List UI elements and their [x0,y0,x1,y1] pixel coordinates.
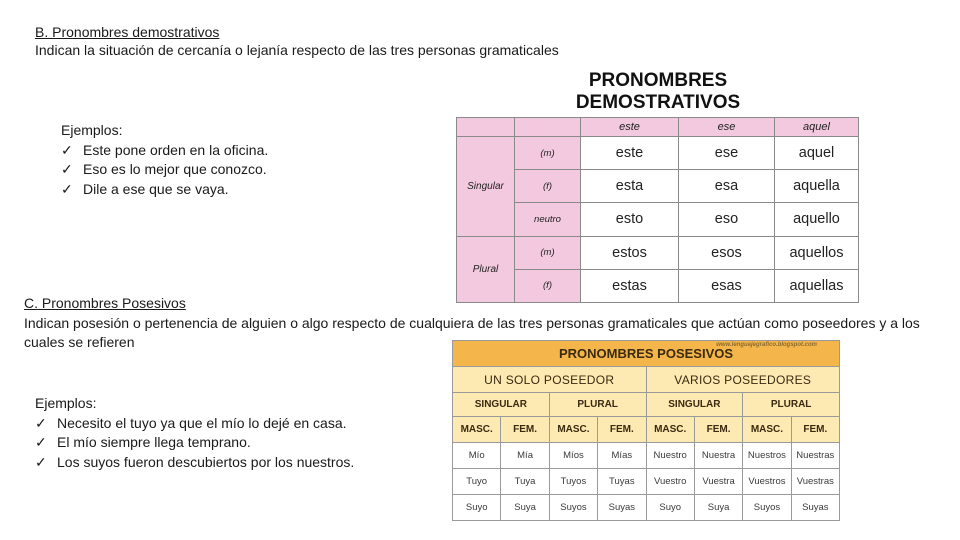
column-header: ese [679,118,775,137]
demostrativos-heading [460,70,856,114]
table-cell: Suyos [549,495,597,521]
example-item: ✓ Este pone orden en la oficina. [61,141,268,161]
table-cell: esos [679,236,775,269]
table-cell: Nuestras [791,443,839,469]
heading-line: PRONOMBRES [588,70,728,91]
heading-line: DEMOSTRATIVOS [575,92,741,113]
table-cell: Suyas [598,495,646,521]
table-cell: Suyo [646,495,694,521]
poseedor-header: VARIOS POSEEDORES [646,367,840,393]
poseedor-header: UN SOLO POSEEDOR [453,367,647,393]
example-item: ✓ Necesito el tuyo ya que el mío lo dejé en casa. [35,414,354,434]
gender-header: MASC. [549,417,597,443]
example-item: ✓ El mío siempre llega temprano. [35,433,354,453]
number-header: PLURAL [549,393,646,417]
example-item: ✓ Eso es lo mejor que conozco. [61,160,268,180]
number-header: PLURAL [743,393,840,417]
table-cell: Suyos [743,495,791,521]
section-c-title: C. Pronombres Posesivos [24,295,186,311]
check-icon: ✓ [35,434,47,450]
table-cell: aquel [775,137,859,170]
table-cell: aquellas [775,269,859,302]
table-cell: Tuyas [598,469,646,495]
posesivos-table-container [452,340,840,518]
number-header: SINGULAR [453,393,550,417]
table-cell: Mías [598,443,646,469]
table-cell: esta [581,170,679,203]
table-cell: Nuestro [646,443,694,469]
number-header: SINGULAR [646,393,743,417]
table-cell: Suyas [791,495,839,521]
section-b-title: B. Pronombres demostrativos [35,24,220,40]
gender-header: MASC. [646,417,694,443]
section-c-examples [35,394,354,472]
column-header: aquel [775,118,859,137]
table-cell: Mío [453,443,501,469]
check-icon: ✓ [61,180,73,197]
gender-label: (m) [515,236,581,269]
posesivos-table [452,340,840,521]
table-cell: estas [581,269,679,302]
posesivos-title-text: PRONOMBRES POSESIVOS [558,346,734,361]
table-cell: Tuya [501,469,549,495]
table-cell: esas [679,269,775,302]
check-icon: ✓ [35,453,47,470]
table-cell: esto [581,203,679,236]
section-b-examples [61,121,268,199]
demostrativos-table [456,117,859,303]
gender-header: FEM. [598,417,646,443]
gender-label: neutro [515,203,581,236]
gender-header: FEM. [501,417,549,443]
gender-label: (f) [515,170,581,203]
watermark: www.lenguajegrafico.blogspot.com [716,342,817,348]
table-cell: Nuestra [694,443,742,469]
corner-cell [457,118,515,137]
gender-header: FEM. [791,417,839,443]
table-cell: Vuestro [646,469,694,495]
example-item: ✓ Dile a ese que se vaya. [61,180,268,200]
table-cell: Vuestra [694,469,742,495]
examples-label: Ejemplos: [35,395,97,411]
table-cell: estos [581,236,679,269]
table-cell: Tuyos [549,469,597,495]
check-icon: ✓ [61,161,73,177]
table-cell: Suya [694,495,742,521]
column-header: este [581,118,679,137]
table-cell: Tuyo [453,469,501,495]
table-cell: Suya [501,495,549,521]
section-b-description: Indican la situación de cercanía o lejanía respecto de las tres personas gramaticales [35,42,559,58]
example-item: ✓ Los suyos fueron descubiertos por los nuestros. [35,453,354,473]
table-cell: Vuestros [743,469,791,495]
check-icon: ✓ [61,141,73,158]
table-cell: Suyo [453,495,501,521]
table-cell: Míos [549,443,597,469]
corner-cell [515,118,581,137]
group-label: Singular [457,137,515,237]
table-cell: Vuestras [791,469,839,495]
check-icon: ✓ [35,414,47,431]
gender-header: MASC. [453,417,501,443]
table-cell: aquellos [775,236,859,269]
table-cell: eso [679,203,775,236]
table-cell: este [581,137,679,170]
table-cell: ese [679,137,775,170]
gender-label: (m) [515,137,581,170]
examples-label: Ejemplos: [61,122,123,138]
gender-label: (f) [515,269,581,302]
table-cell: esa [679,170,775,203]
table-cell: Nuestros [743,443,791,469]
table-cell: aquella [775,170,859,203]
gender-header: MASC. [743,417,791,443]
table-cell: aquello [775,203,859,236]
table-cell: Mía [501,443,549,469]
gender-header: FEM. [694,417,742,443]
posesivos-title [453,341,840,367]
group-label: Plural [457,236,515,302]
section-c-description: Indican posesión o pertenencia de alguien o algo respecto de cualquiera de las tres personas gramaticales que actúan como poseedores y a los cuales se refieren [24,315,920,350]
